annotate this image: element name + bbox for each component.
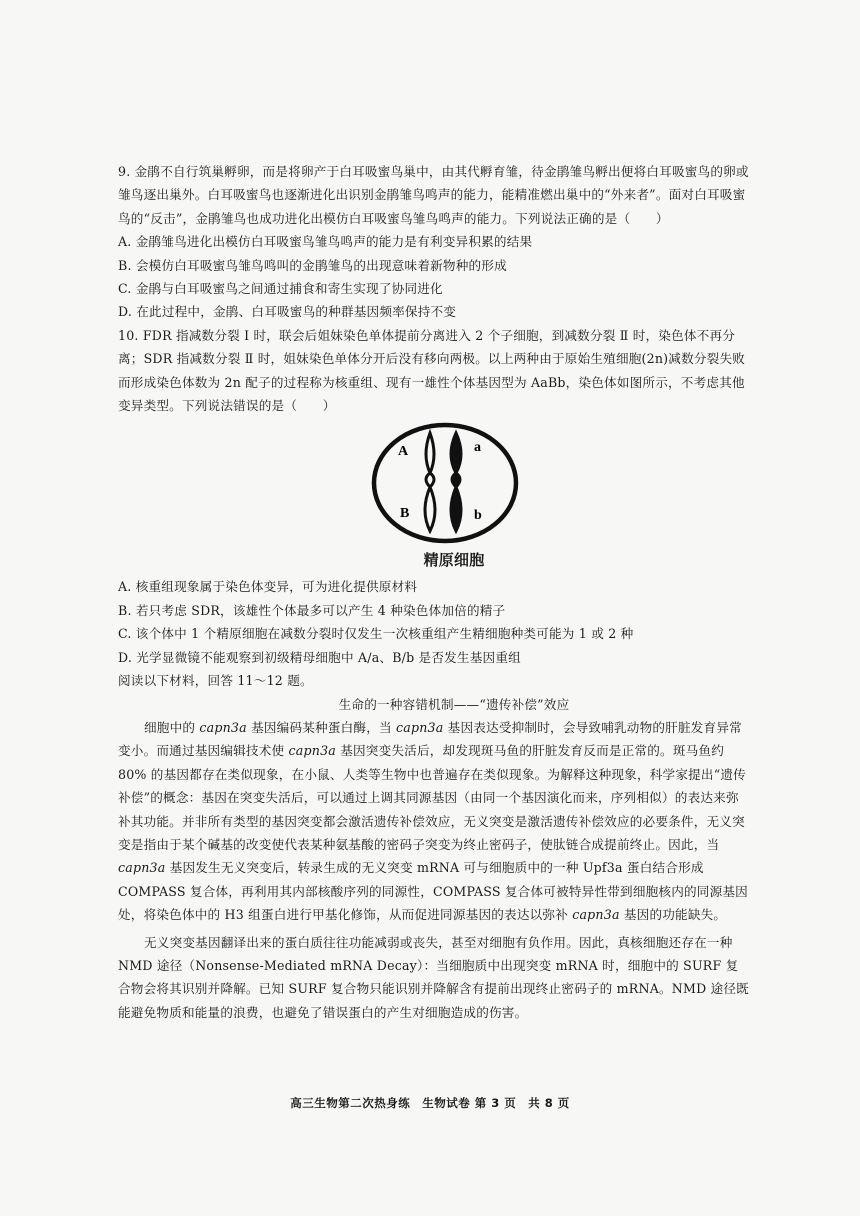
- gene-name: capn3a: [572, 907, 620, 923]
- page-content: [118, 160, 750, 1024]
- question-10-stem: 10. FDR 指减数分裂 Ⅰ 时，联会后姐妹染色单体提前分离进入 2 个子细胞，到减数分裂 Ⅱ 时，染色体不再分离；SDR 指减数分裂 Ⅱ 时，姐妹染色单体分开后没有移向两极。以上两种由于原始生殖细胞(2n)减数分裂失败而形成染色体数为 2n 配子的过程称为核重组、现有一雄性个体基因型为 AaBb，染色体如图所示，不考虑其他变异类型。下列说法错误的是（ ）: [118, 327, 746, 414]
- question-9: [118, 160, 750, 324]
- p1-text: 细胞中的: [144, 719, 200, 735]
- diagram-caption: 精原细胞: [423, 551, 485, 570]
- gene-name: capn3a: [199, 719, 247, 735]
- reading-passage: [118, 669, 750, 1024]
- chromosome-solid: [451, 433, 461, 531]
- question-9-option-c: C. 金鹃与白耳吸蜜鸟之间通过捕食和寄生实现了协同进化: [118, 281, 443, 297]
- question-9-option-a: A. 金鹃雏鸟进化出模仿白耳吸蜜鸟雏鸟鸣声的能力是有利变异积累的结果: [118, 234, 533, 250]
- page-footer: 高三生物第二次热身练 生物试卷 第 3 页 共 8 页: [290, 1096, 570, 1110]
- chromosome-hollow: [425, 433, 435, 531]
- passage-paragraph-1: [118, 716, 750, 927]
- allele-label-a: a: [474, 440, 482, 456]
- question-9-option-b: B. 会模仿白耳吸蜜鸟雏鸟鸣叫的金鹃雏鸟的出现意味着新物种的形成: [118, 257, 507, 273]
- gene-name: capn3a: [396, 719, 444, 735]
- question-10: [118, 324, 750, 669]
- p1-text: 基因表达受抑制时，会导致哺乳动物的肝脏发育异常变小。而通过基因编辑技术使: [118, 719, 742, 759]
- gene-name: capn3a: [118, 860, 166, 876]
- question-9-stem: 9. 金鹃不自行筑巢孵卵，而是将卵产于白耳吸蜜鸟巢中，由其代孵育雏，待金鹃雏鸟孵出便将白耳吸蜜鸟的卵或雏鸟逐出巢外。白耳吸蜜鸟也逐渐进化出识别金鹃雏鸟鸣声的能力，能精准燃出巢中的“外来者”。面对白耳吸蜜鸟的“反击”，金鹃雏鸟也成功进化出模仿白耳吸蜜鸟雏鸟鸣声的能力。下列说法正确的是（ ）: [118, 164, 749, 226]
- p1-text: 基因突变失活后，却发现斑马鱼的肝脏发育反而是正常的。斑马鱼约 80% 的基因都存在类似现象，在小鼠、人类等生物中也普遍存在类似现象。为解释这种现象，科学家提出“遗传补偿”的概念：基因在突变失活后，可以通过上调其同源基因（由同一个基因演化而来，序列相似）的表达来弥补其功能。并非所有类型的基因突变都会激活遗传补偿效应，无义突变是激活遗传补偿效应的必要条件，无义突变是指由于某个碱基的改变使代表某种氨基酸的密码子突变为终止密码子，使肽链合成提前终止。因此，当: [118, 743, 746, 852]
- reading-intro: 阅读以下材料，回答 11～12 题。: [118, 673, 313, 689]
- question-10-option-a: A. 核重组现象属于染色体变异，可为进化提供原材料: [118, 579, 418, 595]
- spermatogonium-diagram: [118, 421, 750, 547]
- allele-label-b: b: [474, 508, 482, 524]
- gene-name: capn3a: [288, 743, 336, 759]
- p1-text: 基因编码某种蛋白酶，当: [246, 719, 396, 735]
- question-9-option-d: D. 在此过程中，金鹃、白耳吸蜜鸟的种群基因频率保持不变: [118, 304, 457, 320]
- p1-text: 基因的功能缺失。: [619, 907, 727, 923]
- p1-text: 基因发生无义突变后，转录生成的无义突变 mRNA 可与细胞质中的一种 Upf3a 蛋白结合形成 COMPASS 复合体，再利用其内部核酸序列的同源性，COMPASS 复合体可被特异性带到细胞核内的同源基因处，将染色体中的 H3 组蛋白进行甲基化修饰，从而促进同源基因的表达以弥补: [118, 860, 748, 923]
- passage-title: 生命的一种容错机制——“遗传补偿”效应: [338, 696, 570, 712]
- cell-illustration: [370, 421, 520, 545]
- question-10-option-c: C. 该个体中 1 个精原细胞在减数分裂时仅发生一次核重组产生精细胞种类可能为 1 或 2 种: [118, 626, 634, 642]
- cell-outline: [374, 425, 516, 541]
- allele-label-A: A: [398, 444, 409, 460]
- question-10-option-b: B. 若只考虑 SDR，该雄性个体最多可以产生 4 种染色体加倍的精子: [118, 602, 506, 618]
- question-10-option-d: D. 光学显微镜不能观察到初级精母细胞中 A/a、B/b 是否发生基因重组: [118, 649, 521, 665]
- passage-paragraph-2: 无义突变基因翻译出来的蛋白质往往功能减弱或丧失，甚至对细胞有负作用。因此，真核细胞还存在一种 NMD 途径（Nonsense-Mediated mRNA Decay）：当细胞质中出现突变 mRNA 时，细胞中的 SURF 复合物会将其识别并降解。已知 SURF 复合物只能识别并降解含有提前出现终止密码子的 mRNA。NMD 途径既能避免物质和能量的浪费，也避免了错误蛋白的产生对细胞造成的伤害。: [118, 934, 749, 1020]
- allele-label-B: B: [400, 506, 410, 522]
